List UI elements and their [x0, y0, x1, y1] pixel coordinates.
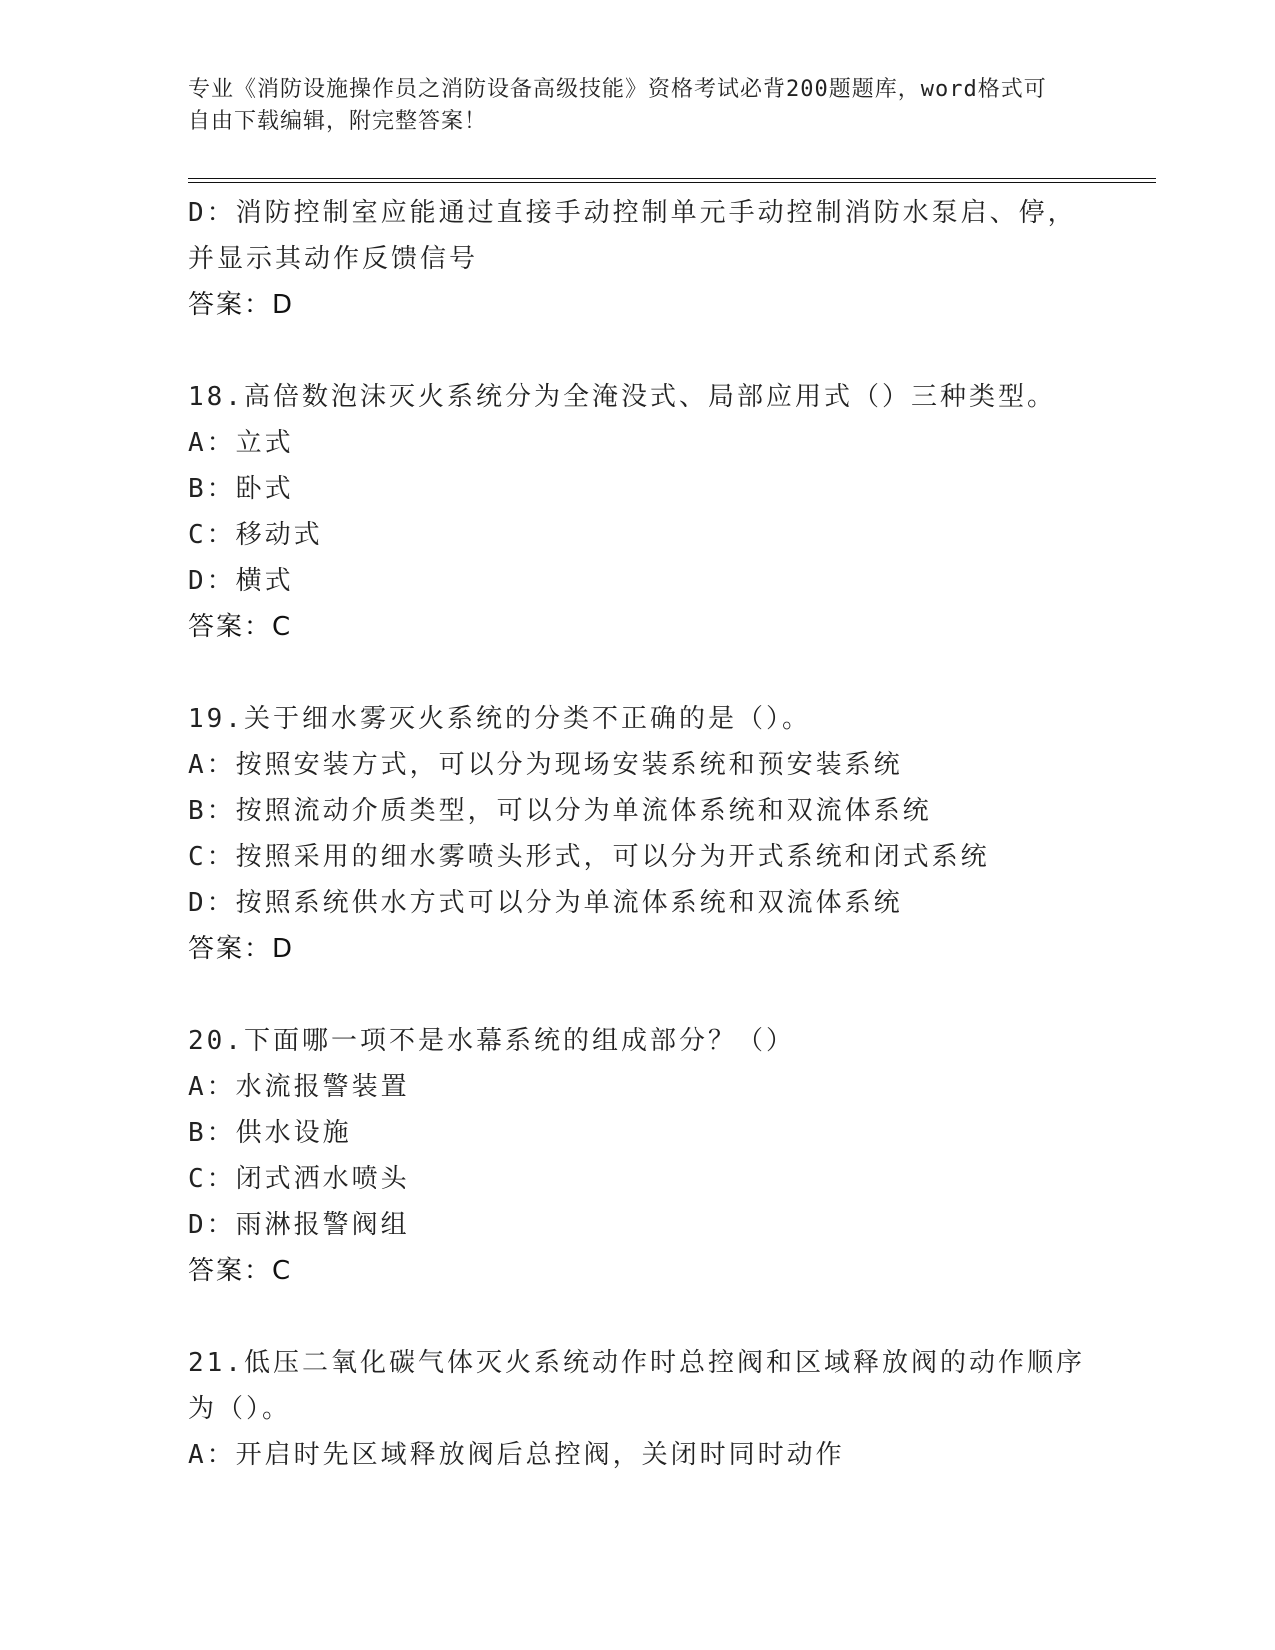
- answer-text: 答案：D: [188, 290, 295, 320]
- option-text: B：供水设施: [188, 1118, 352, 1148]
- spacer: [188, 328, 1088, 374]
- option-text: C：移动式: [188, 520, 323, 550]
- option-text: D：按照系统供水方式可以分为单流体系统和双流体系统: [188, 888, 903, 918]
- question-stem: 20.下面哪一项不是水幕系统的组成部分？（）: [188, 1026, 795, 1056]
- option-text: D：消防控制室应能通过直接手动控制单元手动控制消防水泵启、停，并显示其动作反馈信号: [188, 198, 1077, 274]
- option-text: A：水流报警装置: [188, 1072, 410, 1102]
- answer-text: 答案：C: [188, 612, 293, 642]
- header-divider-top: [188, 178, 1156, 179]
- option-text: C：闭式洒水喷头: [188, 1164, 410, 1194]
- answer-text: 答案：D: [188, 934, 295, 964]
- document-header: 专业《消防设施操作员之消防设备高级技能》资格考试必背200题题库，word格式可自由下载编辑，附完整答案！: [188, 77, 1047, 134]
- question-stem: 18.高倍数泡沫灭火系统分为全淹没式、局部应用式（）三种类型。: [188, 382, 1056, 412]
- question-content: [188, 190, 1088, 1478]
- header-divider-bottom: [188, 182, 1156, 183]
- answer-text: 答案：C: [188, 1256, 293, 1286]
- option-text: B：按照流动介质类型，可以分为单流体系统和双流体系统: [188, 796, 932, 826]
- spacer: [188, 972, 1088, 1018]
- option-text: D：横式: [188, 566, 294, 596]
- option-text: D：雨淋报警阀组: [188, 1210, 410, 1240]
- question-stem: 19.关于细水雾灭火系统的分类不正确的是（）。: [188, 704, 811, 734]
- spacer: [188, 1294, 1088, 1340]
- option-text: B：卧式: [188, 474, 294, 504]
- option-text: A：按照安装方式，可以分为现场安装系统和预安装系统: [188, 750, 903, 780]
- question-stem: 21.低压二氧化碳气体灭火系统动作时总控阀和区域释放阀的动作顺序为（）。: [188, 1348, 1085, 1424]
- option-text: C：按照采用的细水雾喷头形式，可以分为开式系统和闭式系统: [188, 842, 990, 872]
- option-text: A：立式: [188, 428, 294, 458]
- spacer: [188, 650, 1088, 696]
- option-text: A：开启时先区域释放阀后总控阀，关闭时同时动作: [188, 1440, 845, 1470]
